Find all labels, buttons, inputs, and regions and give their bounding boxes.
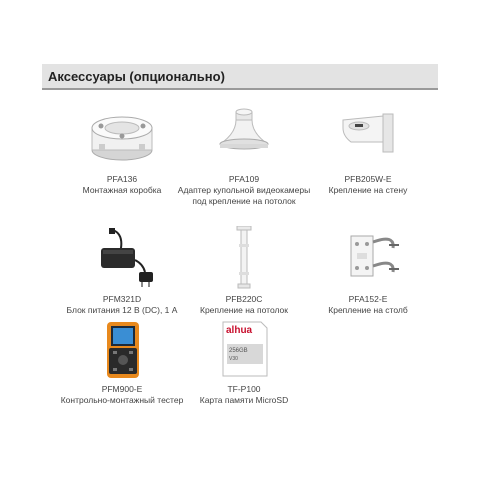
- power-supply-icon: [87, 226, 157, 290]
- item-code: PFM321D: [102, 294, 142, 304]
- item-description: Монтажная коробка: [82, 185, 162, 195]
- card-speed: V30: [229, 356, 238, 362]
- item-description: Крепление на стену: [328, 185, 408, 195]
- ceiling-mount-icon: [209, 226, 279, 290]
- junction-box-icon: [87, 106, 157, 170]
- pole-mount-icon: [333, 226, 403, 290]
- accessory-item-pfm321d: [52, 226, 192, 316]
- tester-icon: [87, 318, 157, 380]
- item-description: Карта памяти MicroSD: [199, 395, 289, 405]
- item-description: Крепление на столб: [328, 305, 408, 315]
- item-code: TF-P100: [227, 384, 261, 394]
- dome-adapter-icon: [209, 106, 279, 170]
- accessory-item-pfa152-e: [298, 226, 438, 316]
- item-description: Блок питания 12 В (DC), 1 A: [66, 305, 178, 315]
- item-code: PFA136: [106, 174, 138, 184]
- accessory-item-tf-p100: [174, 318, 314, 406]
- item-description: Контрольно-монтажный тестер: [60, 395, 184, 405]
- item-code: PFM900-E: [101, 384, 143, 394]
- item-code: PFA109: [228, 174, 260, 184]
- item-description: Крепление на потолок: [200, 305, 288, 315]
- accessory-item-pfm900-e: [52, 318, 192, 406]
- accessory-item-pfa136: [52, 106, 192, 196]
- wall-mount-icon: [333, 106, 403, 170]
- item-description: Адаптер купольной видеокамеры под крепление на потолок: [177, 185, 311, 206]
- card-capacity: 256GB: [229, 348, 248, 354]
- card-brand: alhua: [226, 325, 253, 336]
- section-title: Аксессуары (опционально): [48, 69, 225, 84]
- section-header: [42, 64, 438, 90]
- accessory-item-pfa109: [174, 106, 314, 207]
- microsd-card-icon: [209, 318, 279, 380]
- item-code: PFB220C: [225, 294, 263, 304]
- item-code: PFA152-E: [348, 294, 388, 304]
- accessory-item-pfb205w-e: [298, 106, 438, 196]
- item-code: PFB205W-E: [344, 174, 392, 184]
- accessory-item-pfb220c: [174, 226, 314, 316]
